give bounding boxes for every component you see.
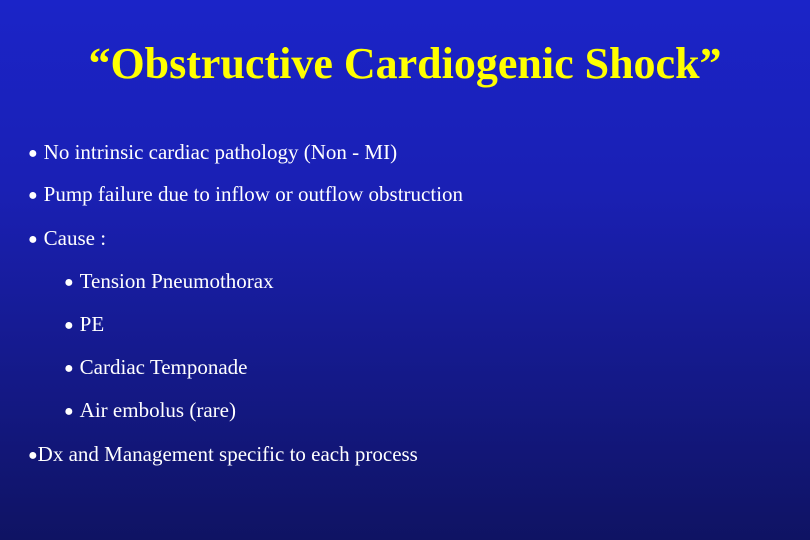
sub-bullet-item <box>64 268 274 296</box>
sub-bullet-item <box>64 311 104 339</box>
bullet-text: No intrinsic cardiac pathology (Non - MI) <box>43 140 398 164</box>
bullet-marker-icon: ● <box>64 360 74 377</box>
bullet-marker-icon: ● <box>28 231 38 248</box>
bullet-text: Tension Pneumothorax <box>79 269 274 293</box>
bullet-item <box>28 139 397 167</box>
slide-title: “Obstructive Cardiogenic Shock” <box>88 39 722 88</box>
bullet-text: Dx and Management specific to each process <box>37 442 418 466</box>
bullet-marker-icon: ● <box>28 145 38 162</box>
bullet-text: Cause : <box>43 226 107 250</box>
bullet-text: Cardiac Temponade <box>79 355 248 379</box>
sub-bullet-item <box>64 397 236 425</box>
bullet-text: Air embolus (rare) <box>79 398 236 422</box>
bullet-item <box>28 441 418 469</box>
bullet-text: PE <box>79 312 105 336</box>
bullet-text: Pump failure due to inflow or outflow obstruction <box>43 182 464 206</box>
sub-bullet-item <box>64 354 248 382</box>
bullet-marker-icon: ● <box>64 317 74 334</box>
bullet-marker-icon: ● <box>64 403 74 420</box>
bullet-marker-icon: ● <box>64 274 74 291</box>
bullet-item <box>28 225 106 253</box>
bullet-marker-icon: ● <box>28 447 38 464</box>
bullet-marker-icon: ● <box>28 187 38 204</box>
bullet-item <box>28 181 463 209</box>
